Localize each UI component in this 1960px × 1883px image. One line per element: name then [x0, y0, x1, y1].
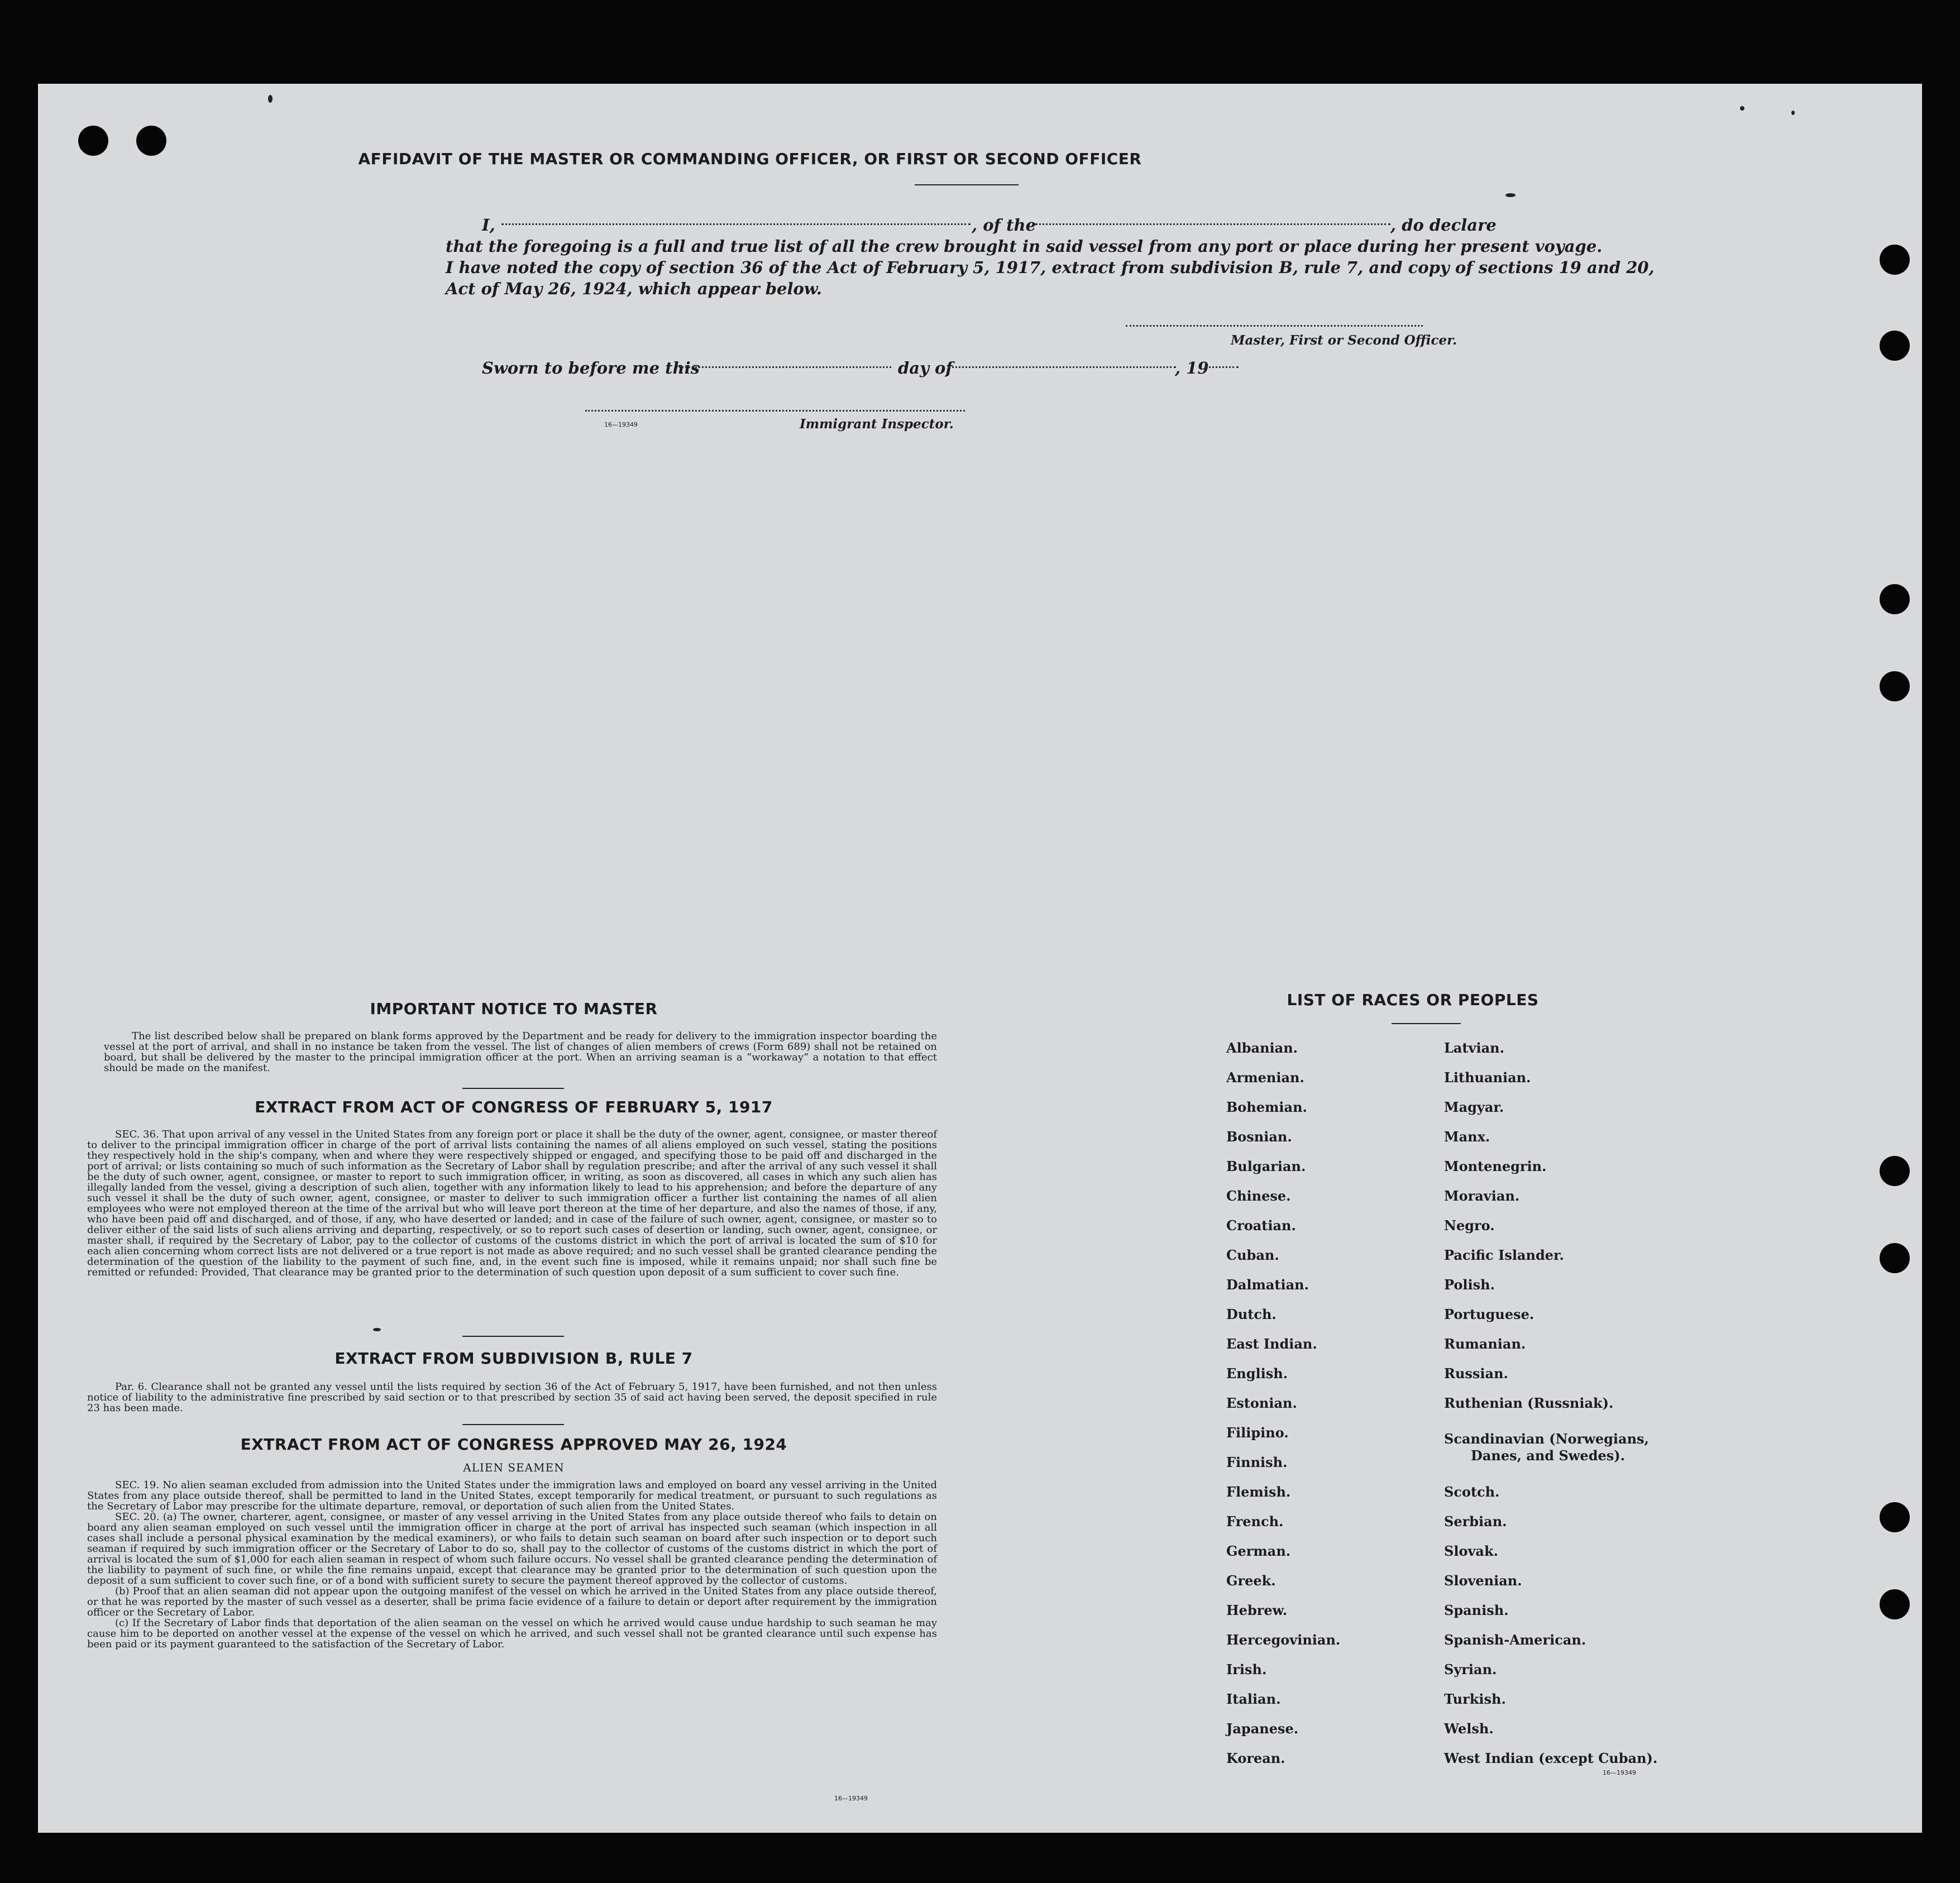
race-item: Scotch. — [1444, 1484, 1500, 1500]
race-item: Rumanian. — [1444, 1336, 1526, 1352]
race-item: Bosnian. — [1226, 1129, 1292, 1145]
punch-hole — [1880, 245, 1910, 275]
sworn-prefix: Sworn to before me this — [482, 359, 700, 377]
inspector-label: Immigrant Inspector. — [800, 417, 954, 432]
notice-paragraph: The list described below shall be prepared on blank forms approved by the Department and be ready for delivery to the immigration inspector boarding the vessel at the port of arrival, and shall in no instance be taken from the vessel. The list of changes of alien members of crews (Form 689) shall not be retained on board, but shall be delivered by the master to the principal immigration officer at the port. When an arriving seaman is a “workaway” a notation to that effect should be made on the manifest. — [104, 1030, 937, 1074]
race-item: Montenegrin. — [1444, 1158, 1547, 1174]
extract-1924-title: EXTRACT FROM ACT OF CONGRESS APPROVED MAY 26, 1924 — [240, 1435, 787, 1454]
race-item: Ruthenian (Russniak). — [1444, 1395, 1614, 1411]
extract-1917-title: EXTRACT FROM ACT OF CONGRESS OF FEBRUARY 5, 1917 — [255, 1098, 773, 1116]
extract-rule7-paragraph: Par. 6. Clearance shall not be granted any vessel until the lists required by section 36 of the Act of February 5, 1917, have been furnished, and not then unless notice of liability to the administrative fine prescribed by said section or to that prescribed by section 35 of said act having been served, the deposit specified in rule 23 has been made. — [87, 1381, 937, 1414]
race-item: Korean. — [1226, 1750, 1285, 1766]
punch-hole — [1880, 1589, 1910, 1619]
race-item: Italian. — [1226, 1691, 1281, 1707]
race-item: Dalmatian. — [1226, 1277, 1309, 1293]
race-item: Albanian. — [1226, 1040, 1298, 1056]
extract-1917-body — [87, 1129, 937, 1278]
race-item: French. — [1226, 1513, 1284, 1530]
race-item: Negro. — [1444, 1217, 1495, 1234]
race-item: Japanese. — [1226, 1720, 1299, 1737]
sworn-year: , 19 — [1175, 359, 1209, 377]
race-item: Latvian. — [1444, 1040, 1504, 1056]
race-item: Scandinavian (Norwegians, — [1444, 1431, 1649, 1447]
vessel-name-field[interactable] — [1035, 223, 1390, 225]
do-declare-label: , do declare — [1390, 216, 1497, 235]
notice-title: IMPORTANT NOTICE TO MASTER — [370, 1000, 658, 1018]
race-item: Finnish. — [1226, 1454, 1288, 1470]
affidavit-i: I, — [482, 216, 495, 235]
title-underline — [915, 184, 1019, 185]
sec19-paragraph: SEC. 19. No alien seaman excluded from admission into the United States under the immigration laws and employed on board any vessel arriving in the United States from any place outside thereof, shall be permitted to land in the United States, except temporarily for medical treatment, or pursuant to such regulations as the Secretary of Labor may prescribe for the ultimate departure, removal, or deportation of such alien from the United States. — [87, 1479, 937, 1512]
extract-1924-body — [87, 1480, 937, 1650]
ink-speck — [373, 1328, 381, 1331]
sec20a-paragraph: SEC. 20. (a) The owner, charterer, agent, consignee, or master of any vessel arriving in the United States from any place outside thereof who fails to detain on board any alien seaman employed on such vessel until the immigration officer in charge at the port of arrival has inspected such seaman (which inspection in all cases shall include a personal physical examination by the medical examiners), or who fails to detain such seaman on board after such inspection or to deport such seaman if required by such immigration officer or the Secretary of Labor to do so, shall pay to the collector of customs of the customs district in which the port of arrival is located the sum of $1,000 for each alien seaman in respect of whom such failure occurs. No vessel shall be granted clearance pending the determination of the liability to payment of such fine, or while the fine remains unpaid, except that clearance may be granted prior to the determination of such question upon the deposit of a sum sufficient to cover such fine, or of a bond with sufficient surety to secure the payment thereof approved by the collector of customs. — [87, 1511, 937, 1586]
punch-hole — [1880, 671, 1910, 701]
affidavit-line-4: Act of May 26, 1924, which appear below. — [446, 279, 822, 298]
race-item: Magyar. — [1444, 1099, 1504, 1115]
master-name-field[interactable] — [501, 223, 971, 225]
race-item: Spanish-American. — [1444, 1632, 1586, 1648]
of-the-label: , of the — [972, 216, 1036, 235]
race-item: Dutch. — [1226, 1306, 1277, 1322]
race-item: Spanish. — [1444, 1602, 1509, 1618]
sworn-day-of: day of — [898, 359, 953, 377]
race-item: Irish. — [1226, 1661, 1267, 1678]
race-item: Croatian. — [1226, 1217, 1296, 1234]
sworn-day-field[interactable] — [679, 366, 891, 368]
punch-hole — [1880, 1156, 1910, 1186]
sworn-month-field[interactable] — [948, 366, 1176, 368]
divider — [462, 1336, 564, 1337]
ink-speck — [1740, 106, 1744, 111]
race-item: Cuban. — [1226, 1247, 1279, 1263]
race-item: Manx. — [1444, 1129, 1490, 1145]
race-item: Flemish. — [1226, 1484, 1291, 1500]
affidavit-line-3: I have noted the copy of section 36 of the Act of February 5, 1917, extract from subdivision B, rule 7, and copy of sections 19 and 20, — [446, 258, 1655, 277]
signature-label: Master, First or Second Officer. — [1231, 333, 1457, 348]
ink-speck — [1791, 111, 1795, 115]
race-item: Moravian. — [1444, 1188, 1520, 1204]
inspector-signature-field[interactable] — [585, 410, 965, 412]
race-item: Portuguese. — [1444, 1306, 1534, 1322]
race-item: Armenian. — [1226, 1069, 1304, 1086]
race-item: Slovak. — [1444, 1543, 1498, 1559]
master-signature-field[interactable] — [1126, 325, 1423, 327]
affidavit-title: AFFIDAVIT OF THE MASTER OR COMMANDING OFFICER, OR FIRST OR SECOND OFFICER — [358, 150, 1142, 168]
race-item: Chinese. — [1226, 1188, 1291, 1204]
affidavit-line-2: that the foregoing is a full and true list of all the crew brought in said vessel from any port or place during her present voyage. — [446, 237, 1603, 256]
race-item: Slovenian. — [1444, 1573, 1522, 1589]
extract-rule7-title: EXTRACT FROM SUBDIVISION B, RULE 7 — [334, 1349, 693, 1368]
alien-seamen-subtitle: ALIEN SEAMEN — [463, 1461, 565, 1474]
divider — [462, 1424, 564, 1425]
race-item: West Indian (except Cuban). — [1444, 1750, 1658, 1766]
sec20c-paragraph: (c) If the Secretary of Labor finds that deportation of the alien seaman on the vessel on which he arrived would cause undue hardship to such seaman he may cause him to be deported on another vessel at the expense of the vessel on which he arrived, and such vessel shall not be granted clearance until such expense has been paid or its payment guaranteed to the satisfaction of the Secretary of Labor. — [87, 1617, 937, 1650]
race-item: Hebrew. — [1226, 1602, 1288, 1618]
races-title: LIST OF RACES OR PEOPLES — [1287, 991, 1539, 1009]
divider — [1392, 1023, 1461, 1024]
race-item: German. — [1226, 1543, 1291, 1559]
races-form-code: 16—19349 — [1603, 1769, 1636, 1776]
punch-hole — [1880, 584, 1910, 614]
inspector-form-code: 16—19349 — [604, 421, 638, 428]
race-item: Danes, and Swedes). — [1471, 1447, 1625, 1464]
race-item: Filipino. — [1226, 1425, 1289, 1441]
punch-hole — [1880, 1502, 1910, 1532]
race-item: Serbian. — [1444, 1513, 1507, 1530]
race-item: Lithuanian. — [1444, 1069, 1531, 1086]
race-item: Hercegovinian. — [1226, 1632, 1341, 1648]
divider — [462, 1088, 564, 1089]
sec20b-paragraph: (b) Proof that an alien seaman did not appear upon the outgoing manifest of the vessel on which he arrived in the United States from any place outside thereof, or that he was reported by the master of such vessel as a deserter, shall be prima facie evidence of a failure to detain or deport after requirement by the immigration officer or the Secretary of Labor. — [87, 1585, 937, 1618]
extract-form-code: 16—19349 — [834, 1795, 868, 1802]
punch-hole — [1880, 1243, 1910, 1273]
sworn-year-field[interactable] — [1205, 366, 1239, 368]
race-item: Estonian. — [1226, 1395, 1297, 1411]
race-item: East Indian. — [1226, 1336, 1317, 1352]
race-item: Russian. — [1444, 1365, 1508, 1382]
ink-speck — [268, 95, 273, 103]
race-item: Pacific Islander. — [1444, 1247, 1564, 1263]
punch-hole — [1880, 331, 1910, 361]
race-item: Syrian. — [1444, 1661, 1497, 1678]
notice-body — [104, 1031, 937, 1073]
race-item: Turkish. — [1444, 1691, 1506, 1707]
race-item: Polish. — [1444, 1277, 1495, 1293]
race-item: English. — [1226, 1365, 1288, 1382]
race-item: Bohemian. — [1226, 1099, 1307, 1115]
ink-speck — [1505, 193, 1516, 197]
extract-rule7-body — [87, 1382, 937, 1413]
affidavit-line-1 — [482, 216, 495, 235]
race-item: Welsh. — [1444, 1720, 1494, 1737]
extract-1917-paragraph: SEC. 36. That upon arrival of any vessel in the United States from any foreign port or place it shall be the duty of the owner, agent, consignee, or master thereof to deliver to the principal immigration officer in charge of the port of arrival lists containing the names of all aliens employed on such vessel, stating the positions they respectively hold in the ship's company, when and where they were respectively shipped or engaged, and specifying those to be paid off and discharged in the port of arrival; or lists containing so much of such information as the Secretary of Labor shall by regulation prescribe; and after the arrival of any such vessel it shall be the duty of such owner, agent, consignee, or master to report to such immigration officer, in writing, as soon as discovered, all cases in which any such alien has illegally landed from the vessel, giving a description of such alien, together with any information likely to lead to his apprehension; and before the departure of any such vessel it shall be the duty of such owner, agent, consignee, or master to deliver to such immigration officer a further list containing the names of all alien employees who were not employed thereon at the time of the arrival but who will leave port thereon at the time of her departure, and also the names of those, if any, who have been paid off and discharged, and of those, if any, who have deserted or landed; and in case of the failure of such owner, agent, consignee, or master so to deliver either of the said lists of such aliens arriving and departing, respectively, or so to report such cases of desertion or landing, such owner, agent, consignee, or master shall, if required by the Secretary of Labor, pay to the collector of customs of the customs district in which the port of arrival is located the sum of $10 for each alien concerning whom correct lists are not delivered or a true report is not made as above required; and no such vessel shall be granted clearance pending the determination of the question of the liability to the payment of such fine, and, in the event such fine is imposed, while it remains unpaid; nor shall such fine be remitted or refunded: Provided, That clearance may be granted prior to the determination of such question upon deposit of a sum sufficient to cover such fine. — [87, 1129, 937, 1278]
form-sheet — [38, 84, 1922, 1833]
race-item: Greek. — [1226, 1573, 1276, 1589]
race-item: Bulgarian. — [1226, 1158, 1306, 1174]
